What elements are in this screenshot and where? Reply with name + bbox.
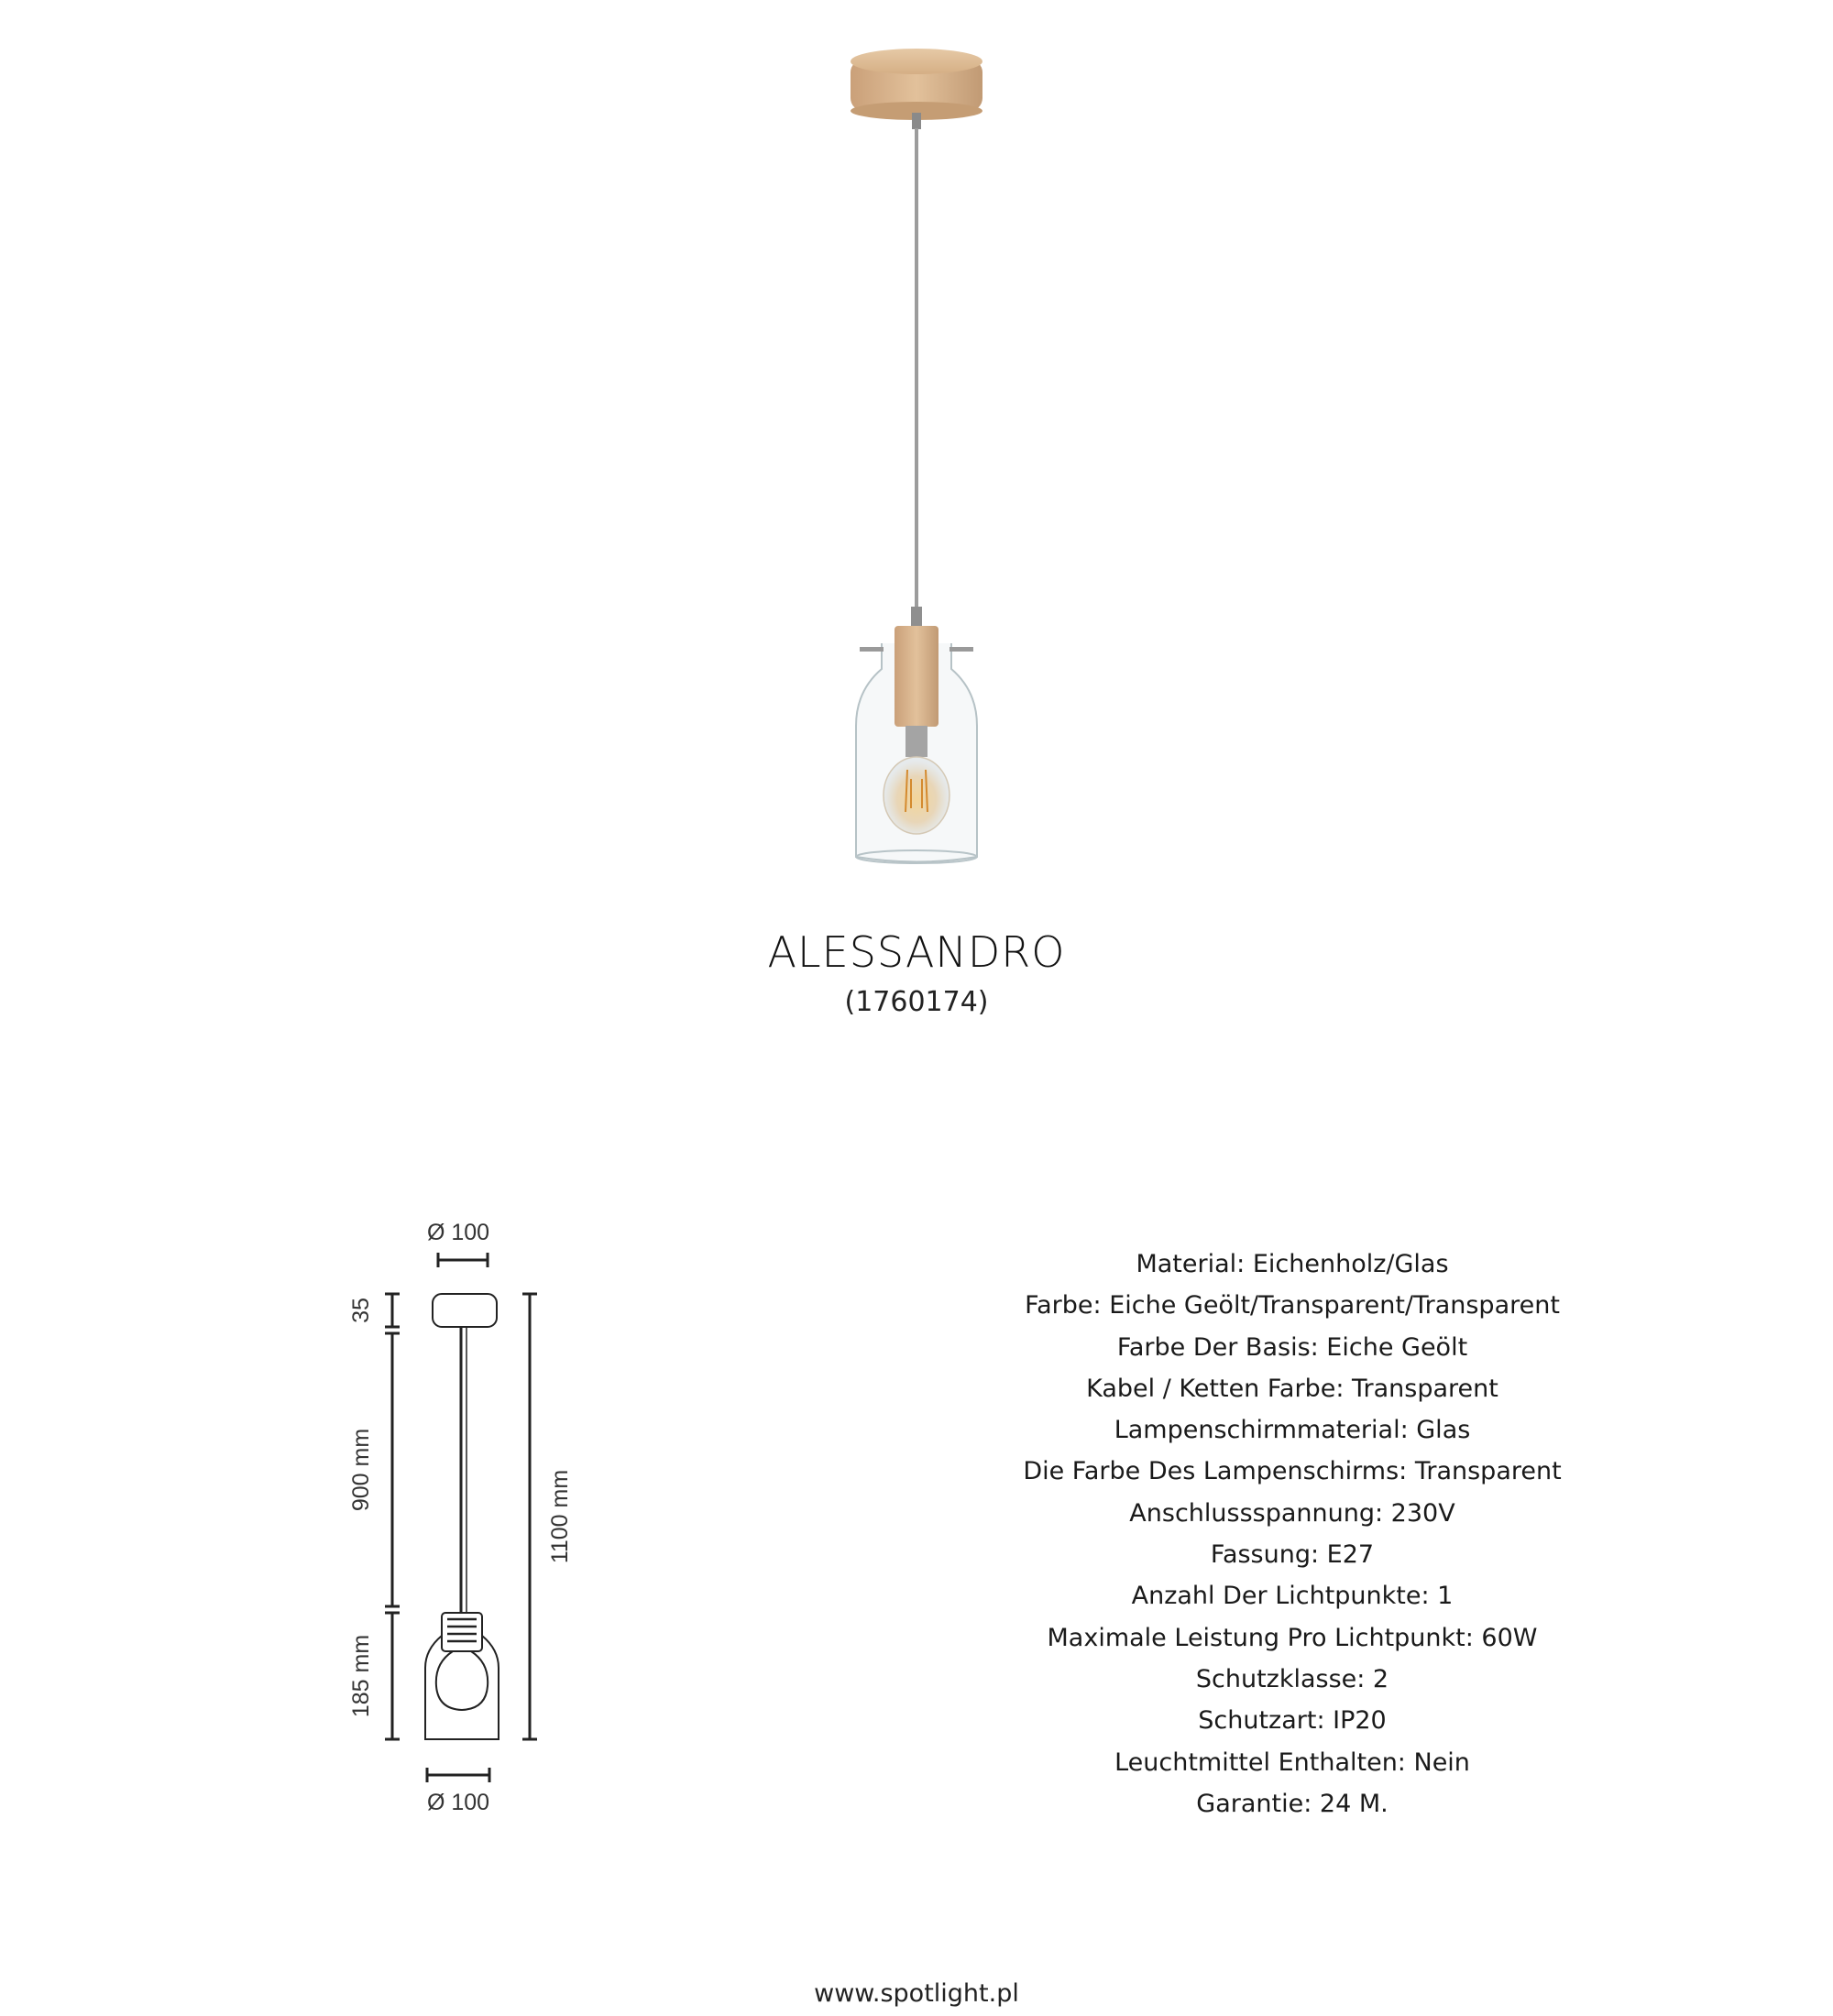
lamp-product-photo (807, 46, 1036, 889)
spec-line: Farbe: Eiche Geölt/Transparent/Transparent (1025, 1291, 1560, 1320)
spec-line: Lampenschirmmaterial: Glas (1114, 1416, 1471, 1445)
spec-line: Kabel / Ketten Farbe: Transparent (1086, 1374, 1498, 1403)
shade-height-label: 185 mm (348, 1634, 374, 1718)
spec-line: Die Farbe Des Lampenschirms: Transparent (1023, 1457, 1562, 1486)
spec-line: Anzahl Der Lichtpunkte: 1 (1131, 1582, 1454, 1611)
spec-line: Leuchtmittel Enthalten: Nein (1114, 1748, 1470, 1777)
spec-line: Anschlussspannung: 230V (1129, 1498, 1455, 1528)
product-code: (1760174) (844, 986, 989, 1018)
dimension-drawing (330, 1205, 605, 1828)
specifications-list (916, 1244, 1668, 1824)
spec-line: Schutzklasse: 2 (1195, 1664, 1389, 1693)
ceiling-canopy (851, 49, 982, 120)
spec-line: Material: Eichenholz/Glas (1136, 1250, 1449, 1278)
wooden-socket-holder (895, 626, 938, 727)
spec-line: Farbe Der Basis: Eiche Geölt (1116, 1332, 1468, 1362)
canopy-height-label: 35 (348, 1298, 374, 1323)
spec-line: Garantie: 24 M. (1196, 1789, 1388, 1818)
total-height-label: 1100 mm (547, 1469, 573, 1564)
bulb (884, 757, 949, 834)
spec-line: Fassung: E27 (1210, 1540, 1375, 1570)
top-diameter-label: Ø 100 (426, 1220, 490, 1245)
product-title: ALESSANDRO (767, 927, 1066, 977)
shade-outline (425, 1613, 499, 1739)
bottom-diameter-label: Ø 100 (426, 1790, 490, 1815)
canopy-outline (433, 1294, 497, 1327)
spec-line: Schutzart: IP20 (1198, 1706, 1387, 1736)
socket (906, 726, 927, 757)
website-link[interactable]: www.spotlight.pl (814, 1979, 1019, 2008)
spec-line: Maximale Leistung Pro Lichtpunkt: 60W (1047, 1623, 1538, 1652)
cable-length-label: 900 mm (348, 1428, 374, 1512)
